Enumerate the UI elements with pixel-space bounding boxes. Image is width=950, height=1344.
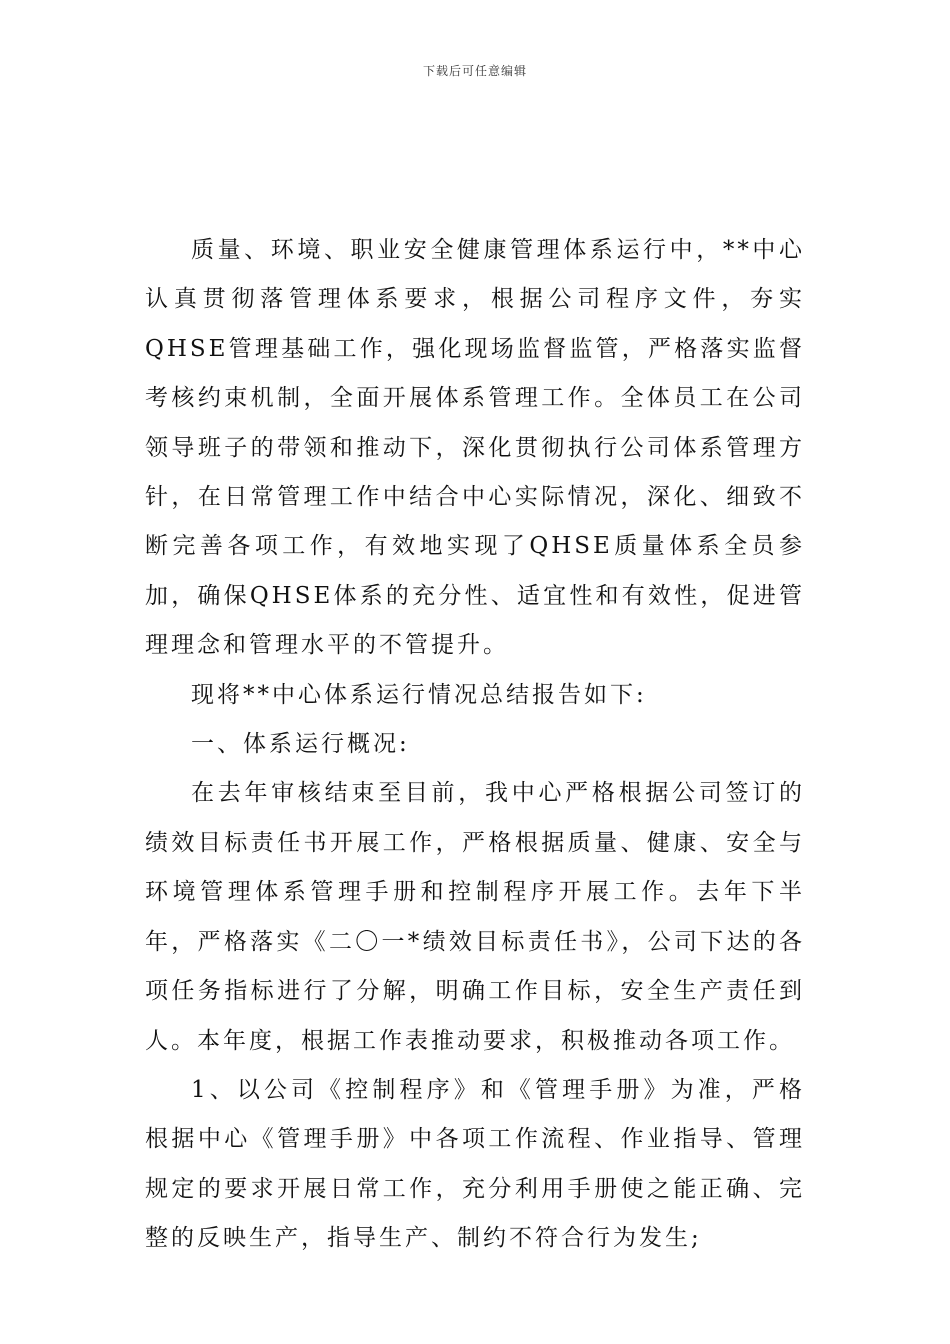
paragraph-overview: 在去年审核结束至目前，我中心严格根据公司签订的绩效目标责任书开展工作，严格根据质量、健康、安全与环境管理体系管理手册和控制程序开展工作。去年下半年，严格落实《二〇一*绩效目标责任书》，公司下达的各项任务指标进行了分解，明确工作目标，安全生产责任到人。本年度，根据工作表推动要求，积极推动各项工作。 (145, 780, 805, 1054)
header-note: 下载后可任意编辑 (422, 64, 527, 78)
paragraph-intro: 质量、环境、职业安全健康管理体系运行中，**中心认真贯彻落管理体系要求，根据公司程序文件，夯实QHSE管理基础工作，强化现场监督监管，严格落实监督考核约束机制，全面开展体系管理工作。全体员工在公司领导班子的带领和推动下，深化贯彻执行公司体系管理方针，在日常管理工作中结合中心实际情况，深化、细致不断完善各项工作，有效地实现了QHSE质量体系全员参加，确保QHSE体系的充分性、适宜性和有效性，促进管理理念和管理水平的不管提升。 (145, 237, 805, 659)
paragraph-report-lead: 现将**中心体系运行情况总结报告如下: (191, 681, 647, 708)
section-heading-overview: 一、体系运行概况: (191, 731, 410, 758)
paragraph-item-1: 1、以公司《控制程序》和《管理手册》为准，严格根据中心《管理手册》中各项工作流程、作业指导、管理规定的要求开展日常工作，充分利用手册使之能正确、完整的反映生产，指导生产、制约不符合行为发生; (145, 1076, 805, 1252)
document-body (145, 226, 805, 1264)
